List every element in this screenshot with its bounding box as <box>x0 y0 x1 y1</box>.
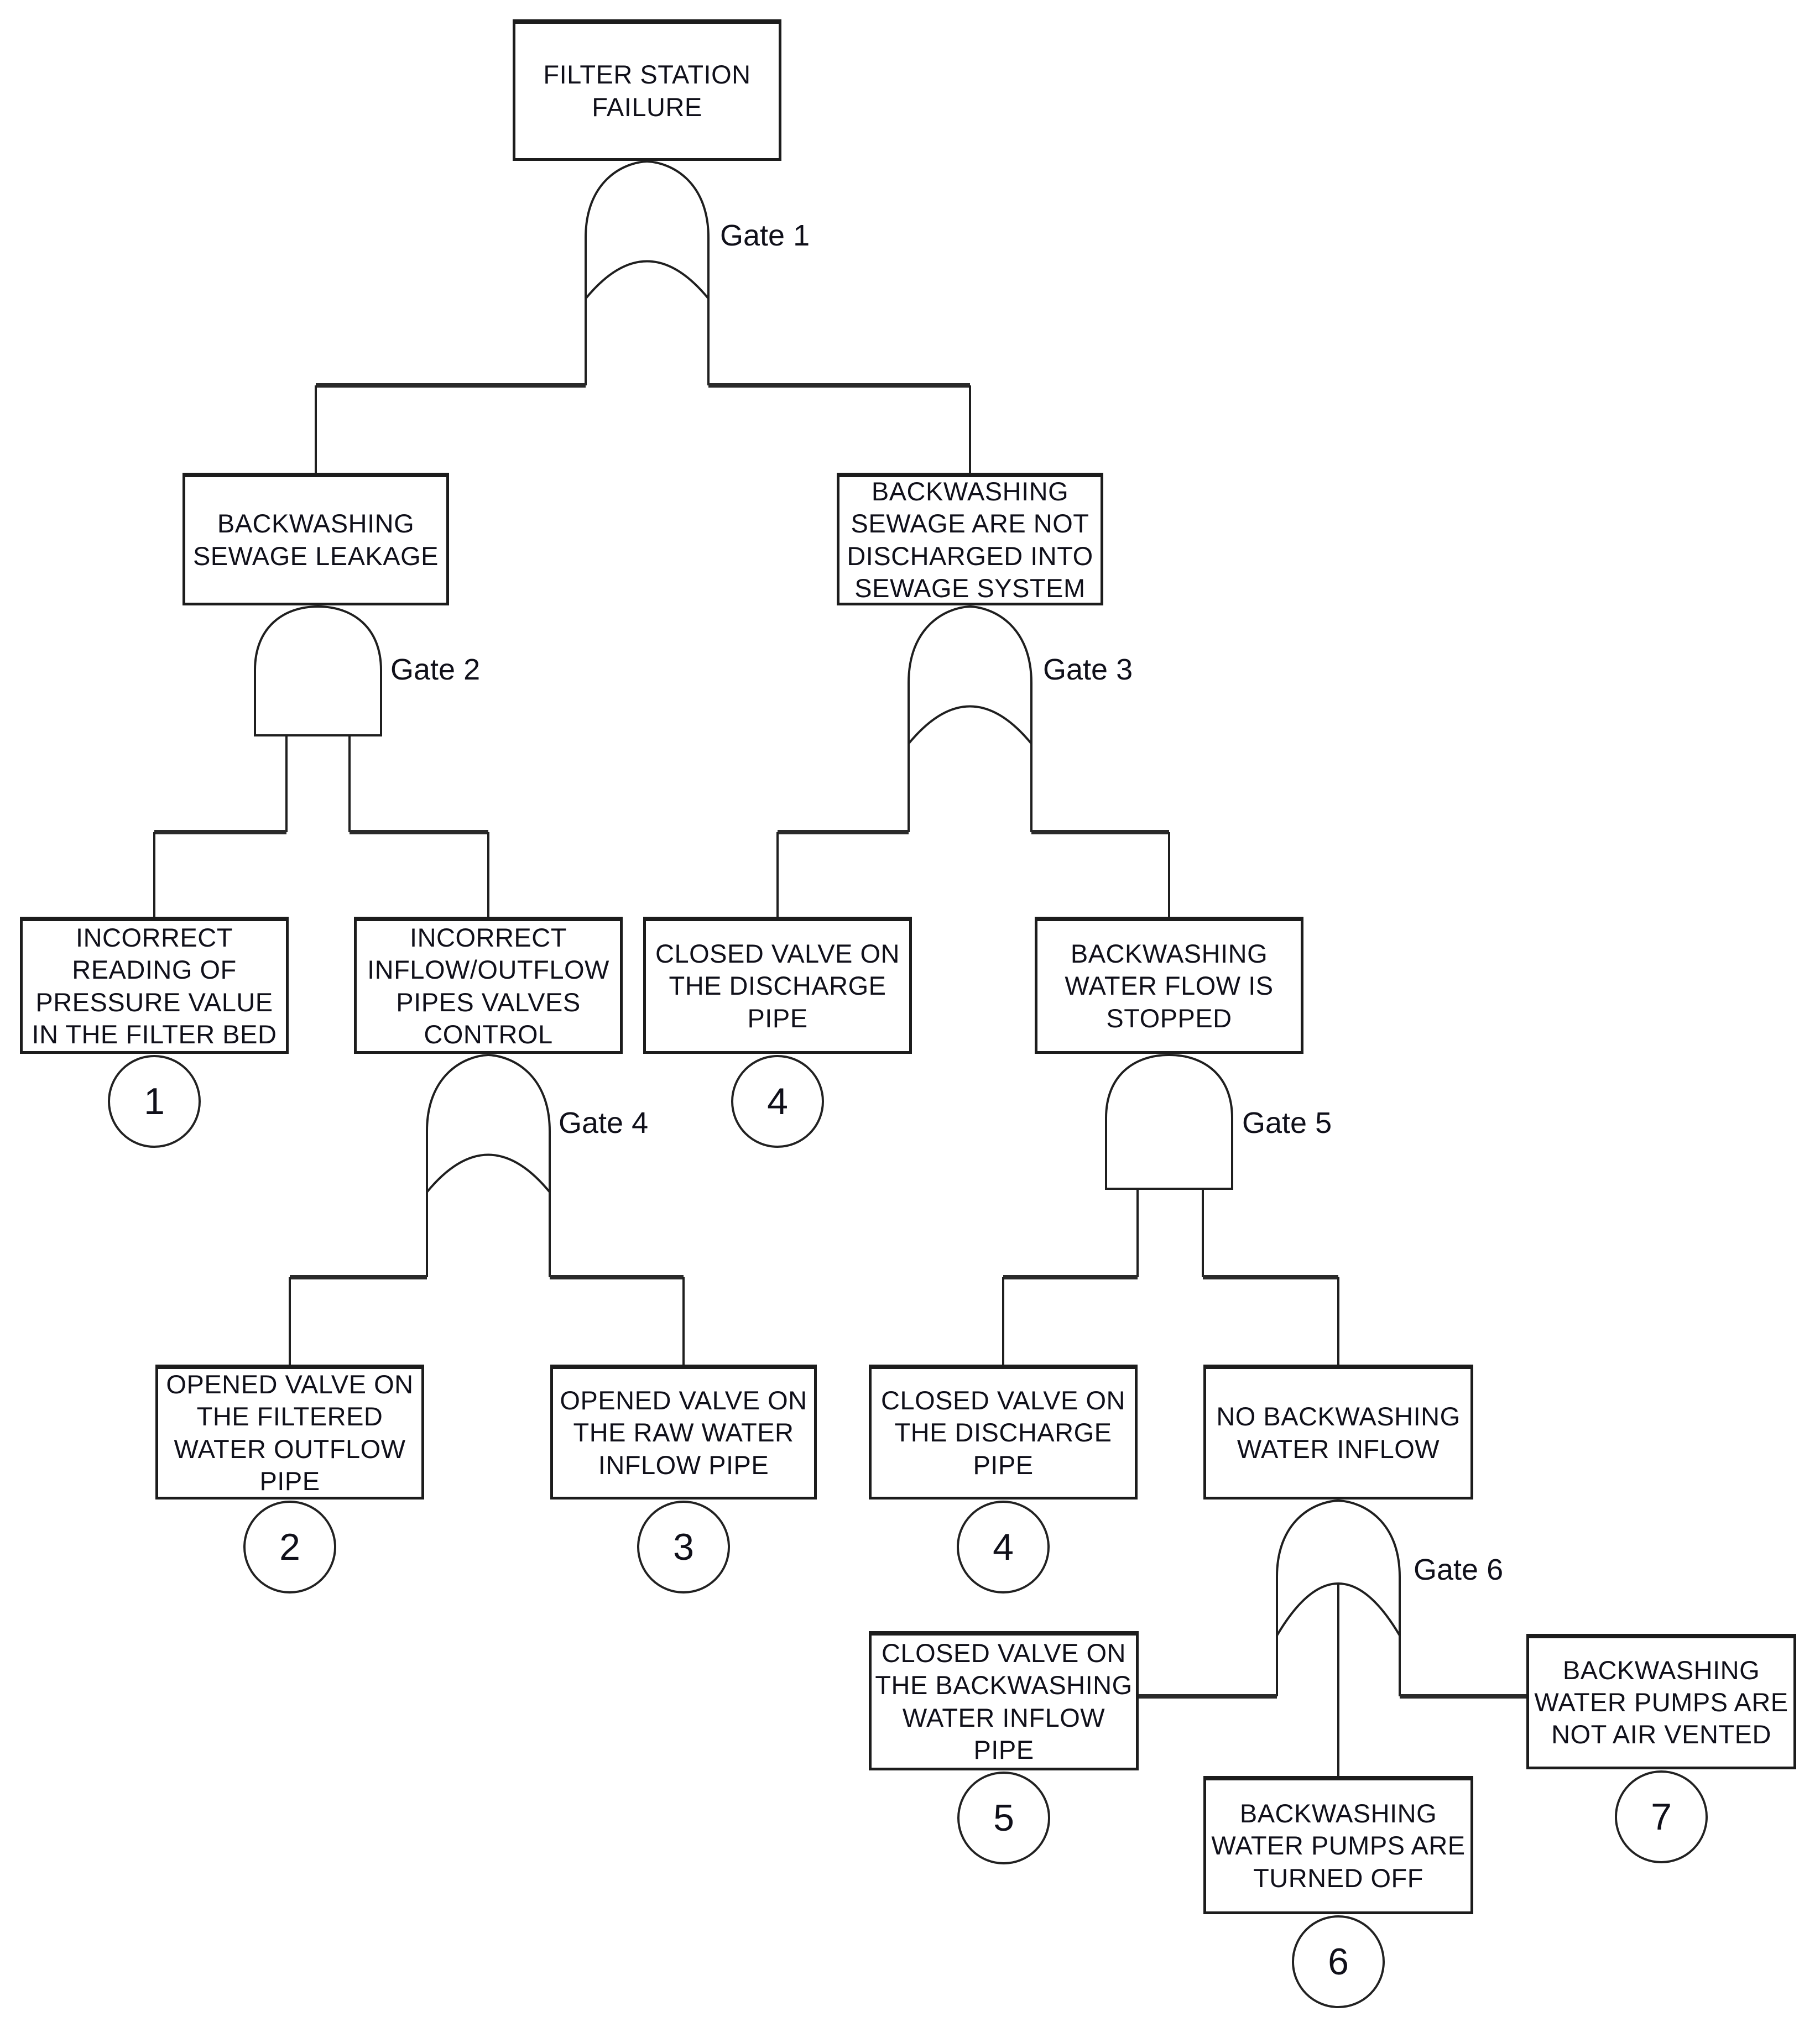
gate-4-wires <box>290 1277 684 1365</box>
node-closed-valve-discharge-pipe-1: CLOSED VALVE ON THE DISCHARGE PIPE <box>643 917 912 1054</box>
basic-event-circle-3: 3 <box>637 1501 730 1593</box>
gate-2-wires <box>154 832 488 917</box>
node-pumps-not-air-vented: BACKWASHING WATER PUMPS ARE NOT AIR VENTED <box>1526 1634 1796 1769</box>
gate-1-wires <box>316 385 970 473</box>
and-gate-5 <box>1106 1055 1232 1277</box>
node-pumps-turned-off: BACKWASHING WATER PUMPS ARE TURNED OFF <box>1203 1776 1473 1914</box>
and-gate-2 <box>255 607 381 832</box>
basic-event-circle-4b: 4 <box>957 1501 1050 1593</box>
node-top-event: FILTER STATION FAILURE <box>513 19 781 161</box>
gate-2-label: Gate 2 <box>390 653 481 686</box>
node-opened-valve-raw-inflow: OPENED VALVE ON THE RAW WATER INFLOW PIPE <box>550 1365 817 1499</box>
basic-event-circle-1: 1 <box>108 1055 201 1148</box>
node-sewage-not-discharged: BACKWASHING SEWAGE ARE NOT DISCHARGED INTO SEWAGE SYSTEM <box>837 473 1103 605</box>
basic-event-circle-7: 7 <box>1615 1770 1708 1863</box>
or-gate-4 <box>427 1055 550 1277</box>
node-closed-valve-discharge-pipe-2: CLOSED VALVE ON THE DISCHARGE PIPE <box>869 1365 1138 1499</box>
gate-1-label: Gate 1 <box>720 219 810 252</box>
gate-3-wires <box>778 832 1169 917</box>
node-opened-valve-filtered-outflow: OPENED VALVE ON THE FILTERED WATER OUTFLOW PIPE <box>155 1365 424 1499</box>
node-closed-valve-backwashing-inflow: CLOSED VALVE ON THE BACKWASHING WATER INFLOW PIPE <box>869 1631 1139 1770</box>
gate-6-wires <box>1139 1585 1526 1776</box>
gate-4-label: Gate 4 <box>559 1106 649 1140</box>
or-gate-3 <box>909 607 1031 832</box>
or-gate-1 <box>586 161 708 385</box>
node-incorrect-valves-control: INCORRECT INFLOW/OUTFLOW PIPES VALVES CONTROL <box>354 917 623 1054</box>
gate-3-label: Gate 3 <box>1043 653 1133 686</box>
node-no-backwashing-water-inflow: NO BACKWASHING WATER INFLOW <box>1203 1365 1473 1499</box>
node-backwashing-flow-stopped: BACKWASHING WATER FLOW IS STOPPED <box>1035 917 1303 1054</box>
basic-event-circle-4a: 4 <box>731 1055 824 1148</box>
basic-event-circle-5: 5 <box>957 1772 1050 1864</box>
node-incorrect-pressure-reading: INCORRECT READING OF PRESSURE VALUE IN THE FILTER BED <box>20 917 289 1054</box>
node-backwashing-sewage-leakage: BACKWASHING SEWAGE LEAKAGE <box>182 473 449 605</box>
gate-6-label: Gate 6 <box>1414 1553 1504 1586</box>
basic-event-circle-2: 2 <box>243 1501 336 1593</box>
basic-event-circle-6: 6 <box>1292 1915 1385 2008</box>
gate-5-label: Gate 5 <box>1242 1106 1332 1140</box>
gate-5-wires <box>1003 1277 1338 1365</box>
